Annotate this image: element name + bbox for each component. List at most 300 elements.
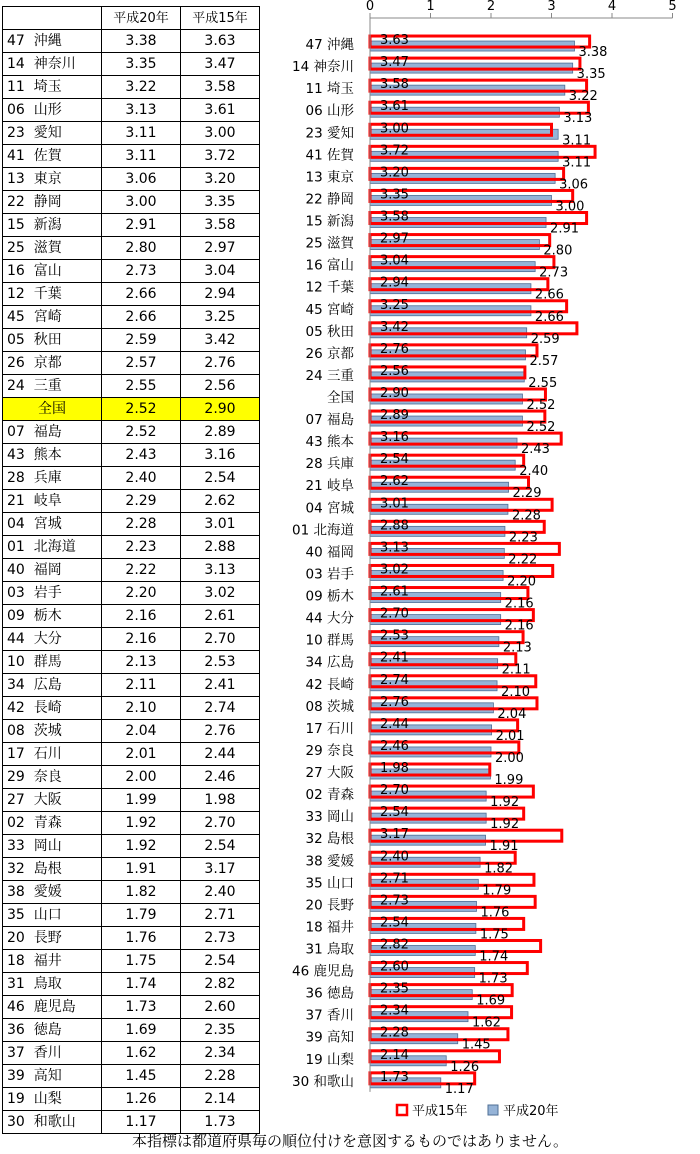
data-label-h20: 1.26 <box>450 1059 480 1075</box>
cell-h20: 2.57 <box>102 352 181 375</box>
cell-h20: 1.17 <box>102 1111 181 1134</box>
cell-name: 10 群馬 <box>3 651 102 674</box>
data-label-h20: 3.13 <box>563 111 593 127</box>
cell-h20: 2.66 <box>102 283 181 306</box>
data-label-h15: 2.46 <box>380 738 409 754</box>
cell-h15: 3.35 <box>181 191 260 214</box>
cell-name: 02 青森 <box>3 812 102 835</box>
category-label: 22 静岡 <box>305 191 354 208</box>
cell-h15: 2.70 <box>181 628 260 651</box>
data-label-h20: 3.06 <box>559 177 589 193</box>
cell-h20: 1.62 <box>102 1042 181 1065</box>
data-label-h15: 2.76 <box>380 341 409 357</box>
category-label: 19 山梨 <box>305 1051 354 1068</box>
data-label-h20: 3.11 <box>562 133 592 149</box>
cell-h15: 3.47 <box>181 53 260 76</box>
cell-h20: 3.13 <box>102 99 181 122</box>
data-label-h20: 2.16 <box>504 596 534 612</box>
category-label: 47 沖縄 <box>305 37 354 54</box>
cell-h15: 2.76 <box>181 720 260 743</box>
category-label: 02 青森 <box>305 787 354 804</box>
data-label-h15: 3.04 <box>380 253 409 269</box>
cell-h15: 2.71 <box>181 904 260 927</box>
cell-name: 46 鹿児島 <box>3 996 102 1019</box>
data-label-h15: 2.35 <box>380 981 409 997</box>
cell-name: 43 熊本 <box>3 444 102 467</box>
cell-h15: 3.04 <box>181 260 260 283</box>
category-label: 16 富山 <box>305 257 354 274</box>
cell-h20: 2.10 <box>102 697 181 720</box>
cell-name: 07 福島 <box>3 421 102 444</box>
data-label-h15: 2.97 <box>380 231 409 247</box>
category-label: 41 佐賀 <box>305 147 354 164</box>
cell-h15: 3.63 <box>181 30 260 53</box>
data-label-h15: 2.73 <box>380 893 409 909</box>
cell-h20: 1.92 <box>102 835 181 858</box>
category-label: 21 岐阜 <box>305 478 354 495</box>
category-label: 30 和歌山 <box>292 1073 354 1090</box>
data-label-h15: 3.72 <box>380 143 409 159</box>
cell-h20: 2.55 <box>102 375 181 398</box>
category-label: 01 北海道 <box>292 522 354 539</box>
category-label: 15 新潟 <box>305 213 354 230</box>
cell-h20: 2.43 <box>102 444 181 467</box>
cell-name: 16 富山 <box>3 260 102 283</box>
cell-h20: 3.00 <box>102 191 181 214</box>
data-label-h15: 2.74 <box>380 672 409 688</box>
data-label-h15: 2.71 <box>380 871 409 887</box>
data-label-h20: 2.66 <box>534 309 564 325</box>
data-label-h15: 2.54 <box>380 452 409 468</box>
category-label: 09 栃木 <box>305 588 354 605</box>
cell-name: 38 愛媛 <box>3 881 102 904</box>
cell-name: 41 佐賀 <box>3 145 102 168</box>
legend-label-h20: 平成20年 <box>503 1104 559 1119</box>
data-label-h20: 1.76 <box>480 905 510 921</box>
cell-h20: 1.91 <box>102 858 181 881</box>
data-label-h20: 1.17 <box>444 1081 474 1097</box>
data-label-h15: 2.61 <box>380 584 409 600</box>
data-label-h15: 3.58 <box>380 77 409 93</box>
cell-name: 29 奈良 <box>3 766 102 789</box>
data-label-h20: 2.55 <box>528 375 558 391</box>
category-label: 13 東京 <box>305 169 354 186</box>
cell-name: 03 岩手 <box>3 582 102 605</box>
category-label: 46 鹿児島 <box>292 963 354 980</box>
data-label-h15: 2.44 <box>380 716 409 732</box>
category-label: 全国 <box>327 389 354 406</box>
data-label-h15: 2.88 <box>380 518 409 534</box>
category-label: 05 秋田 <box>305 323 354 340</box>
data-label-h15: 2.28 <box>380 1025 409 1041</box>
category-label: 24 三重 <box>305 367 354 384</box>
data-label-h15: 2.62 <box>380 474 409 490</box>
legend-label-h15: 平成15年 <box>412 1104 468 1119</box>
category-label: 45 宮崎 <box>305 301 354 318</box>
data-label-h20: 1.74 <box>479 949 509 965</box>
data-label-h20: 2.91 <box>550 221 580 237</box>
data-label-h20: 1.73 <box>478 971 508 987</box>
data-label-h15: 2.70 <box>380 783 409 799</box>
data-label-h15: 2.54 <box>380 915 409 931</box>
cell-name: 33 岡山 <box>3 835 102 858</box>
category-label: 23 愛知 <box>305 125 354 142</box>
cell-h20: 3.11 <box>102 122 181 145</box>
cell-h20: 1.76 <box>102 927 181 950</box>
data-label-h15: 2.76 <box>380 694 409 710</box>
cell-name: 12 千葉 <box>3 283 102 306</box>
x-tick-label: 3 <box>547 0 556 14</box>
data-label-h20: 1.62 <box>472 1015 501 1031</box>
cell-h20: 2.00 <box>102 766 181 789</box>
cell-h15: 1.98 <box>181 789 260 812</box>
category-label: 20 長野 <box>305 897 354 914</box>
cell-h15: 2.46 <box>181 766 260 789</box>
data-label-h20: 1.92 <box>490 795 520 811</box>
data-label-h20: 3.22 <box>568 89 598 105</box>
cell-name: 06 山形 <box>3 99 102 122</box>
data-label-h15: 2.14 <box>380 1047 409 1063</box>
data-label-h20: 2.29 <box>512 486 542 502</box>
data-label-h15: 3.20 <box>380 165 409 181</box>
category-label: 04 宮城 <box>305 500 354 517</box>
category-label: 39 高知 <box>305 1029 354 1046</box>
cell-name: 14 神奈川 <box>3 53 102 76</box>
cell-name: 09 栃木 <box>3 605 102 628</box>
category-label: 18 福井 <box>305 919 354 936</box>
data-label-h20: 3.35 <box>576 67 606 83</box>
data-label-h20: 1.69 <box>476 993 506 1009</box>
data-label-h15: 3.13 <box>380 540 409 556</box>
category-label: 08 茨城 <box>305 698 354 715</box>
data-label-h20: 2.73 <box>539 265 569 281</box>
category-label: 14 神奈川 <box>292 59 354 76</box>
cell-h15: 2.73 <box>181 927 260 950</box>
cell-h15: 3.25 <box>181 306 260 329</box>
cell-h15: 2.70 <box>181 812 260 835</box>
category-label: 37 香川 <box>305 1007 354 1024</box>
cell-h15: 2.28 <box>181 1065 260 1088</box>
cell-h15: 2.94 <box>181 283 260 306</box>
cell-h15: 2.62 <box>181 490 260 513</box>
category-label: 44 大分 <box>305 610 354 627</box>
cell-name: 34 広島 <box>3 674 102 697</box>
category-label: 17 石川 <box>305 720 354 737</box>
data-label-h20: 2.40 <box>519 464 549 480</box>
cell-h15: 3.13 <box>181 559 260 582</box>
data-label-h15: 3.16 <box>380 430 409 446</box>
cell-h20: 1.99 <box>102 789 181 812</box>
data-label-h20: 2.43 <box>521 442 550 458</box>
category-label: 31 鳥取 <box>305 941 354 958</box>
data-label-h20: 2.59 <box>530 331 560 347</box>
data-label-h15: 3.58 <box>380 209 409 225</box>
category-label: 03 岩手 <box>305 566 354 583</box>
cell-name: 32 島根 <box>3 858 102 881</box>
cell-name: 39 高知 <box>3 1065 102 1088</box>
header-h15: 平成15年 <box>181 7 260 30</box>
category-label: 12 千葉 <box>305 279 354 296</box>
data-label-h20: 2.11 <box>501 662 531 678</box>
cell-h20: 3.38 <box>102 30 181 53</box>
cell-h15: 2.35 <box>181 1019 260 1042</box>
cell-h15: 3.16 <box>181 444 260 467</box>
cell-h20: 1.79 <box>102 904 181 927</box>
cell-h20: 1.74 <box>102 973 181 996</box>
cell-name: 45 宮崎 <box>3 306 102 329</box>
data-label-h20: 3.11 <box>562 155 592 171</box>
data-label-h20: 2.10 <box>501 684 531 700</box>
category-label: 36 徳島 <box>305 985 354 1002</box>
cell-h15: 3.42 <box>181 329 260 352</box>
data-label-h15: 2.56 <box>380 363 409 379</box>
cell-h15: 3.17 <box>181 858 260 881</box>
cell-h15: 1.73 <box>181 1111 260 1134</box>
category-label: 10 群馬 <box>305 632 354 649</box>
data-label-h15: 2.54 <box>380 805 409 821</box>
cell-h20: 1.73 <box>102 996 181 1019</box>
cell-h15: 3.58 <box>181 76 260 99</box>
cell-name: 40 福岡 <box>3 559 102 582</box>
data-label-h20: 2.20 <box>507 574 537 590</box>
data-label-h20: 1.82 <box>484 861 514 877</box>
cell-name: 05 秋田 <box>3 329 102 352</box>
cell-h15: 3.61 <box>181 99 260 122</box>
data-label-h20: 2.01 <box>495 728 525 744</box>
cell-name: 25 滋賀 <box>3 237 102 260</box>
data-label-h20: 1.99 <box>494 773 524 789</box>
data-label-h20: 2.57 <box>529 353 559 369</box>
cell-name: 19 山梨 <box>3 1088 102 1111</box>
cell-h20: 2.52 <box>102 398 181 421</box>
cell-name: 全国 <box>3 398 102 421</box>
cell-h15: 2.89 <box>181 421 260 444</box>
cell-h15: 2.90 <box>181 398 260 421</box>
cell-h20: 2.01 <box>102 743 181 766</box>
data-label-h20: 2.22 <box>508 552 538 568</box>
data-label-h20: 2.66 <box>534 287 564 303</box>
data-label-h15: 3.35 <box>380 187 409 203</box>
data-label-h15: 2.40 <box>380 849 409 865</box>
data-label-h20: 2.28 <box>511 508 541 524</box>
data-label-h15: 3.01 <box>380 496 409 512</box>
cell-h20: 1.26 <box>102 1088 181 1111</box>
x-tick-label: 4 <box>607 0 617 14</box>
data-label-h15: 1.73 <box>380 1069 409 1085</box>
cell-name: 36 徳島 <box>3 1019 102 1042</box>
cell-h15: 3.01 <box>181 513 260 536</box>
legend-swatch-h20 <box>488 1105 498 1115</box>
category-label: 25 滋賀 <box>305 235 354 252</box>
data-label-h20: 2.80 <box>543 243 573 259</box>
legend-swatch-h15 <box>397 1105 407 1115</box>
cell-name: 08 茨城 <box>3 720 102 743</box>
cell-h20: 2.23 <box>102 536 181 559</box>
cell-h20: 2.80 <box>102 237 181 260</box>
data-label-h20: 3.38 <box>578 45 608 61</box>
cell-h15: 2.53 <box>181 651 260 674</box>
category-label: 29 奈良 <box>305 742 354 759</box>
data-label-h15: 3.25 <box>380 297 409 313</box>
data-label-h20: 2.16 <box>504 618 534 634</box>
cell-h20: 1.69 <box>102 1019 181 1042</box>
cell-h20: 3.11 <box>102 145 181 168</box>
cell-h15: 2.60 <box>181 996 260 1019</box>
cell-h20: 2.91 <box>102 214 181 237</box>
cell-name: 23 愛知 <box>3 122 102 145</box>
data-label-h15: 3.61 <box>380 99 409 115</box>
category-label: 07 福島 <box>305 412 354 429</box>
category-label: 34 広島 <box>305 654 354 671</box>
cell-name: 44 大分 <box>3 628 102 651</box>
cell-h15: 3.00 <box>181 122 260 145</box>
cell-h20: 2.29 <box>102 490 181 513</box>
cell-h20: 1.82 <box>102 881 181 904</box>
cell-h20: 1.92 <box>102 812 181 835</box>
x-tick-label: 0 <box>365 0 375 14</box>
category-label: 26 京都 <box>305 345 354 362</box>
data-label-h15: 3.17 <box>380 827 409 843</box>
category-label: 38 愛媛 <box>305 853 354 870</box>
data-label-h20: 1.91 <box>489 839 519 855</box>
cell-h20: 2.13 <box>102 651 181 674</box>
data-label-h20: 2.00 <box>495 750 524 766</box>
category-label: 40 福岡 <box>305 544 354 561</box>
cell-h15: 2.54 <box>181 950 260 973</box>
data-label-h15: 2.82 <box>380 937 409 953</box>
data-label-h15: 2.70 <box>380 606 409 622</box>
cell-h20: 2.11 <box>102 674 181 697</box>
cell-h15: 3.20 <box>181 168 260 191</box>
cell-h20: 2.04 <box>102 720 181 743</box>
cell-name: 01 北海道 <box>3 536 102 559</box>
data-label-h20: 1.45 <box>461 1037 491 1053</box>
category-label: 11 埼玉 <box>305 81 354 98</box>
data-label-h15: 1.98 <box>380 761 409 777</box>
cell-h20: 2.22 <box>102 559 181 582</box>
data-label-h15: 2.94 <box>380 275 409 291</box>
cell-name: 47 沖縄 <box>3 30 102 53</box>
category-label: 33 岡山 <box>305 809 354 826</box>
cell-name: 24 三重 <box>3 375 102 398</box>
data-label-h15: 3.00 <box>380 121 409 137</box>
cell-h20: 3.06 <box>102 168 181 191</box>
cell-h20: 2.16 <box>102 628 181 651</box>
cell-h15: 2.34 <box>181 1042 260 1065</box>
data-label-h15: 2.90 <box>380 385 409 401</box>
cell-h15: 2.82 <box>181 973 260 996</box>
cell-name: 17 石川 <box>3 743 102 766</box>
category-label: 35 山口 <box>305 875 354 892</box>
x-tick-label: 1 <box>426 0 435 14</box>
cell-name: 20 長野 <box>3 927 102 950</box>
cell-name: 22 静岡 <box>3 191 102 214</box>
cell-h15: 2.41 <box>181 674 260 697</box>
cell-h20: 2.40 <box>102 467 181 490</box>
data-label-h20: 1.92 <box>490 817 520 833</box>
cell-h20: 2.20 <box>102 582 181 605</box>
data-label-h20: 2.23 <box>508 530 538 546</box>
cell-h15: 2.44 <box>181 743 260 766</box>
category-label: 06 山形 <box>305 103 354 120</box>
data-label-h20: 2.52 <box>526 420 556 436</box>
cell-name: 26 京都 <box>3 352 102 375</box>
data-label-h20: 3.00 <box>555 199 585 215</box>
cell-h20: 2.59 <box>102 329 181 352</box>
cell-name: 27 大阪 <box>3 789 102 812</box>
x-tick-label: 2 <box>486 0 496 14</box>
x-tick-label: 5 <box>668 0 677 14</box>
category-label: 27 大阪 <box>305 765 354 782</box>
cell-name: 28 兵庫 <box>3 467 102 490</box>
cell-name: 04 宮城 <box>3 513 102 536</box>
cell-name: 37 香川 <box>3 1042 102 1065</box>
cell-h15: 3.02 <box>181 582 260 605</box>
cell-name: 18 福井 <box>3 950 102 973</box>
cell-h15: 2.56 <box>181 375 260 398</box>
data-label-h15: 2.41 <box>380 650 409 666</box>
cell-name: 30 和歌山 <box>3 1111 102 1134</box>
cell-name: 35 山口 <box>3 904 102 927</box>
cell-h20: 3.22 <box>102 76 181 99</box>
category-label: 32 島根 <box>305 831 354 848</box>
cell-h15: 2.61 <box>181 605 260 628</box>
data-label-h15: 3.02 <box>380 562 409 578</box>
category-label: 28 兵庫 <box>305 456 354 473</box>
data-label-h20: 1.75 <box>479 927 509 943</box>
cell-h15: 2.74 <box>181 697 260 720</box>
cell-h20: 2.73 <box>102 260 181 283</box>
category-label: 42 長崎 <box>305 676 354 693</box>
footnote: 本指標は都道府県毎の順位付けを意図するものではありません。 <box>132 1132 568 1150</box>
cell-h15: 2.54 <box>181 467 260 490</box>
cell-h20: 2.16 <box>102 605 181 628</box>
cell-h15: 2.54 <box>181 835 260 858</box>
data-label-h20: 2.04 <box>497 706 527 722</box>
data-label-h15: 2.89 <box>380 408 409 424</box>
cell-h15: 3.72 <box>181 145 260 168</box>
data-label-h15: 2.60 <box>380 959 409 975</box>
cell-h20: 3.35 <box>102 53 181 76</box>
data-label-h15: 2.53 <box>380 628 409 644</box>
header-h20: 平成20年 <box>102 7 181 30</box>
cell-h20: 2.28 <box>102 513 181 536</box>
cell-h15: 3.58 <box>181 214 260 237</box>
category-label: 43 熊本 <box>305 434 354 451</box>
cell-name: 21 岐阜 <box>3 490 102 513</box>
cell-name: 15 新潟 <box>3 214 102 237</box>
data-label-h15: 2.34 <box>380 1003 409 1019</box>
cell-h20: 2.52 <box>102 421 181 444</box>
cell-h15: 2.88 <box>181 536 260 559</box>
cell-name: 31 鳥取 <box>3 973 102 996</box>
data-label-h15: 3.63 <box>380 33 409 49</box>
cell-h15: 2.40 <box>181 881 260 904</box>
cell-h15: 2.97 <box>181 237 260 260</box>
data-label-h15: 3.42 <box>380 319 409 335</box>
data-label-h20: 1.79 <box>482 883 512 899</box>
data-label-h15: 3.47 <box>380 55 409 71</box>
data-label-h20: 2.52 <box>526 397 556 413</box>
cell-h20: 1.45 <box>102 1065 181 1088</box>
data-label-h20: 2.13 <box>502 640 532 656</box>
cell-name: 11 埼玉 <box>3 76 102 99</box>
cell-h20: 1.75 <box>102 950 181 973</box>
cell-name: 42 長崎 <box>3 697 102 720</box>
cell-h15: 2.14 <box>181 1088 260 1111</box>
cell-h20: 2.66 <box>102 306 181 329</box>
cell-h15: 2.76 <box>181 352 260 375</box>
